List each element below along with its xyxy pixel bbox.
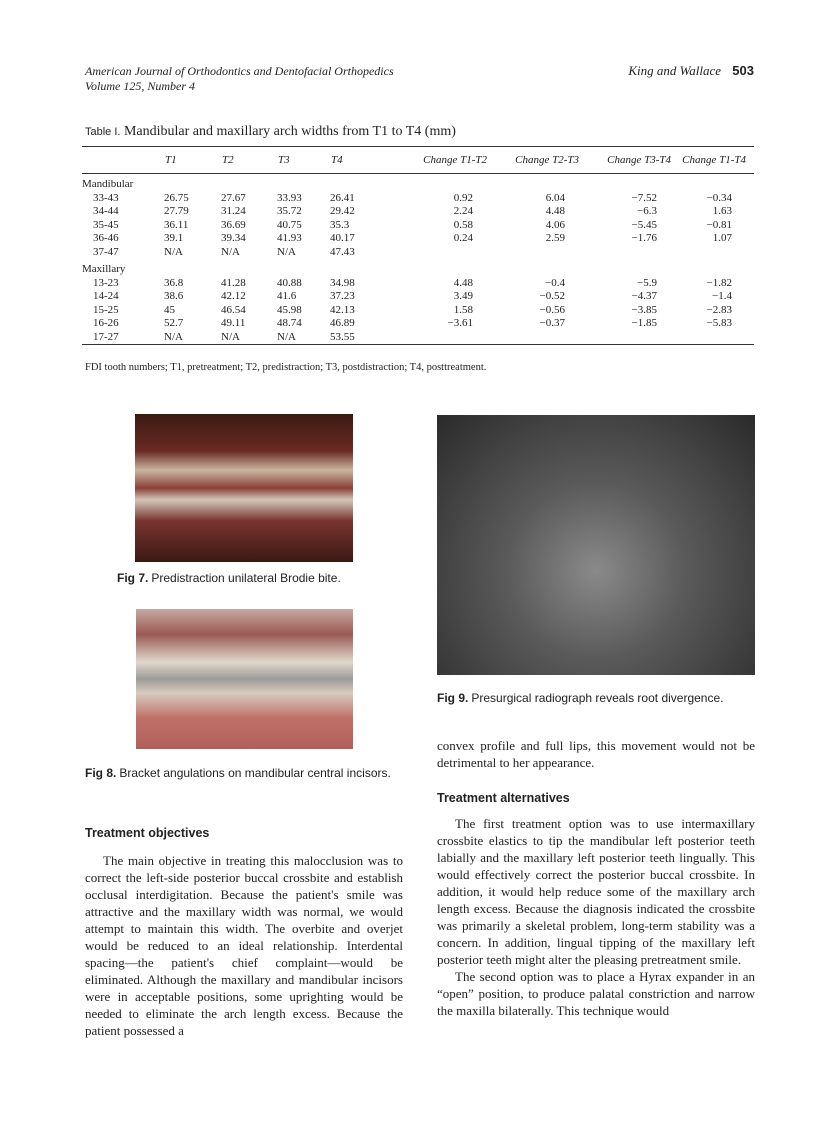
- fig9-text: Presurgical radiograph reveals root divergence.: [471, 691, 724, 705]
- fig7-intraoral-photo: [135, 414, 353, 562]
- table-cell: 0.58: [453, 218, 473, 231]
- column-header: T4: [330, 147, 395, 174]
- column-header: Change T1-T2: [395, 147, 495, 174]
- running-header-right: [628, 63, 754, 79]
- table-row: [82, 246, 754, 260]
- table-cell: 6.04: [545, 191, 565, 204]
- paragraph: The main objective in treating this malocclusion was to correct the left-side posterior buccal crossbite and establish occlusal interdigitation. Because the patient's smile was attractive and the maxillary width was normal, we would attempt to maintain this width. The overbite and overjet would be reduced to an ideal relationship. Interdental spacing—the patient's chief complaint—would be eliminated. Although the maxillary and mandibular incisors were in acceptable positions, some uprighting would be needed to eliminate the arch length excess. Because the patient possessed a: [85, 853, 403, 1038]
- table-cell: [495, 331, 587, 345]
- table-cell: 4.48: [453, 276, 473, 289]
- table-cell: 2.24: [453, 205, 473, 218]
- row-label: 13-23: [93, 276, 119, 289]
- table-row: [82, 205, 754, 219]
- table-cell: 1.58: [453, 303, 473, 316]
- table-cell: 39.1: [164, 232, 184, 245]
- table-cell: 33.93: [277, 191, 302, 204]
- table-cell: −0.37: [539, 317, 565, 330]
- group-row: [82, 259, 754, 277]
- table-cell: −0.4: [545, 276, 565, 289]
- authors: King and Wallace: [628, 63, 722, 78]
- table-cell: 36.69: [221, 218, 246, 231]
- table-cell: 45.98: [277, 303, 302, 316]
- table-cell: N/A: [277, 245, 296, 258]
- column-header: Change T1-T4: [679, 147, 754, 174]
- table-cell: −1.76: [631, 232, 657, 245]
- table-cell: 41.93: [277, 232, 302, 245]
- fig9-label: Fig 9.: [437, 691, 469, 705]
- arch-widths-table: [82, 146, 754, 345]
- table-cell: N/A: [164, 245, 183, 258]
- table-cell: 46.89: [330, 317, 355, 330]
- table-cell: N/A: [277, 330, 296, 343]
- table-cell: 37.23: [330, 290, 355, 303]
- row-label: 34-44: [93, 205, 119, 218]
- table-cell: −0.34: [706, 191, 732, 204]
- fig8-intraoral-photo: [136, 609, 353, 749]
- row-label: 36-46: [93, 232, 119, 245]
- table-cell: −5.45: [631, 218, 657, 231]
- table-cell: 4.48: [545, 205, 565, 218]
- group-label: Mandibular: [82, 178, 134, 191]
- table-cell: N/A: [221, 245, 240, 258]
- row-label: 37-47: [93, 245, 119, 258]
- table-cell: 31.24: [221, 205, 246, 218]
- group-row: [82, 174, 754, 192]
- table-cell: 48.74: [277, 317, 302, 330]
- table-cell: 1.07: [712, 232, 732, 245]
- table-cell: [679, 246, 754, 260]
- table-cell: 35.3: [330, 218, 350, 231]
- group-label: Maxillary: [82, 263, 126, 276]
- table-cell: −5.83: [706, 317, 732, 330]
- paragraph: The first treatment option was to use intermaxillary crossbite elastics to tip the mandibular left posterior teeth labially and the maxillary left posterior teeth lingually. This would effectively correct the posterior buccal crossbite. In addition, it would help reduce some of the maxillary arch length excess. Because the diagnosis indicated the crossbite was primarily a skeletal problem, long-term stability was a concern. In addition, lingual tipping of the maxillary left posterior teeth might alter the pleasing pretreatment smile.: [437, 816, 755, 967]
- table-caption: Mandibular and maxillary arch widths from T1 to T4 (mm): [123, 124, 456, 139]
- table-cell: 49.11: [221, 317, 246, 330]
- table-row: [82, 219, 754, 233]
- table-cell: 40.75: [277, 218, 302, 231]
- table-cell: −4.37: [631, 290, 657, 303]
- table-title: [85, 124, 456, 140]
- table-cell: 42.13: [330, 303, 355, 316]
- row-label: 17-27: [93, 330, 119, 343]
- table-cell: 40.17: [330, 232, 355, 245]
- column-header: Change T3-T4: [587, 147, 679, 174]
- table-cell: 26.41: [330, 191, 355, 204]
- column-header: T3: [277, 147, 330, 174]
- table-cell: 40.88: [277, 276, 302, 289]
- table-cell: 29.42: [330, 205, 355, 218]
- column-header: T1: [164, 147, 221, 174]
- table-cell: 0.24: [453, 232, 473, 245]
- table-cell: −1.4: [712, 290, 732, 303]
- fig7-label: Fig 7.: [117, 571, 149, 585]
- row-label: 14-24: [93, 290, 119, 303]
- table-cell: 27.79: [164, 205, 189, 218]
- table-cell: −1.82: [706, 276, 732, 289]
- table-cell: −5.9: [637, 276, 657, 289]
- table-cell: 45: [164, 303, 175, 316]
- paragraph: The second option was to place a Hyrax expander in an “open” position, to produce palatal constriction and narrow the maxilla bilaterally. This technique would: [437, 969, 755, 1018]
- table-cell: 36.11: [164, 218, 189, 231]
- row-label: 15-25: [93, 303, 119, 316]
- table-cell: N/A: [221, 330, 240, 343]
- table-cell: 46.54: [221, 303, 246, 316]
- table-cell: −7.52: [631, 191, 657, 204]
- table-cell: 41.6: [277, 290, 297, 303]
- page-number: 503: [732, 63, 754, 78]
- table-cell: 27.67: [221, 191, 246, 204]
- column-header: Change T2-T3: [495, 147, 587, 174]
- right-column: [437, 737, 755, 1019]
- row-label: 33-43: [93, 191, 119, 204]
- row-label: 16-26: [93, 317, 119, 330]
- table-cell: 35.72: [277, 205, 302, 218]
- table-cell: 1.63: [712, 205, 732, 218]
- table-row: [82, 331, 754, 345]
- table-cell: 2.59: [545, 232, 565, 245]
- table-cell: 47.43: [330, 245, 355, 258]
- table-cell: −0.56: [539, 303, 565, 316]
- table-cell: −1.85: [631, 317, 657, 330]
- table-cell: [587, 331, 679, 345]
- table-cell: 38.6: [164, 290, 184, 303]
- table-cell: 39.34: [221, 232, 246, 245]
- fig8-text: Bracket angulations on mandibular central incisors.: [119, 766, 391, 780]
- table-cell: −2.83: [706, 303, 732, 316]
- column-header: T2: [221, 147, 277, 174]
- table-cell: [395, 331, 495, 345]
- table-cell: N/A: [164, 330, 183, 343]
- journal-name: American Journal of Orthodontics and Dentofacial Orthopedics: [85, 64, 394, 78]
- column-header: [82, 147, 164, 174]
- table-cell: −0.52: [539, 290, 565, 303]
- fig7-text: Predistraction unilateral Brodie bite.: [151, 571, 341, 585]
- table-cell: −3.85: [631, 303, 657, 316]
- table-cell: −0.81: [706, 218, 732, 231]
- table-cell: 4.06: [545, 218, 565, 231]
- table-cell: 0.92: [453, 191, 473, 204]
- table-label: Table I.: [85, 126, 121, 138]
- table-row: [82, 304, 754, 318]
- table-cell: 53.55: [330, 330, 355, 343]
- fig8-caption: [85, 765, 405, 781]
- table-cell: 52.7: [164, 317, 184, 330]
- table-cell: [679, 331, 754, 345]
- fig9-caption: [437, 690, 723, 706]
- treatment-objectives-heading: Treatment objectives: [85, 826, 210, 840]
- fig9-radiograph: [437, 415, 755, 675]
- fig7-caption: [117, 570, 341, 586]
- table-cell: 41.28: [221, 276, 246, 289]
- left-column: [85, 825, 403, 1039]
- fig8-label: Fig 8.: [85, 766, 117, 780]
- table-row: [82, 277, 754, 291]
- table-row: [82, 290, 754, 304]
- table-cell: −6.3: [637, 205, 657, 218]
- row-label: 35-45: [93, 218, 119, 231]
- table-row: [82, 192, 754, 206]
- table-row: [82, 232, 754, 246]
- table-cell: [587, 246, 679, 260]
- running-header-left: [85, 64, 394, 94]
- treatment-alternatives-heading: Treatment alternatives: [437, 791, 570, 805]
- paragraph-continuation: convex profile and full lips, this movement would not be detrimental to her appearance.: [437, 738, 755, 770]
- table-cell: 26.75: [164, 191, 189, 204]
- journal-volume: Volume 125, Number 4: [85, 79, 195, 93]
- table-cell: −3.61: [447, 317, 473, 330]
- table-cell: [395, 246, 495, 260]
- table-footnote: FDI tooth numbers; T1, pretreatment; T2, predistraction; T3, postdistraction; T4, posttreatment.: [85, 362, 487, 373]
- table-cell: 36.8: [164, 276, 184, 289]
- table-cell: 3.49: [453, 290, 473, 303]
- table-cell: [495, 246, 587, 260]
- table-cell: 42.12: [221, 290, 246, 303]
- table-cell: 34.98: [330, 276, 355, 289]
- table-row: [82, 317, 754, 331]
